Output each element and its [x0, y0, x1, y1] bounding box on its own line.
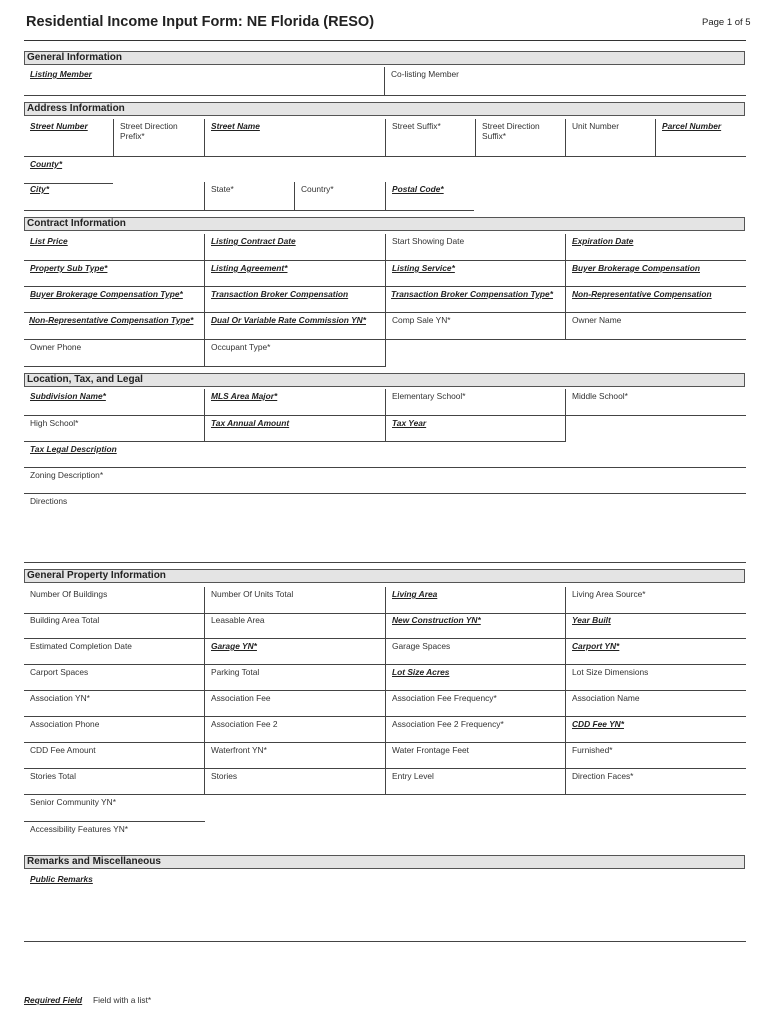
garage-yn-field[interactable]: Garage YN* [205, 639, 386, 665]
start-showing-date-field[interactable]: Start Showing Date [386, 234, 566, 261]
water-frontage-feet-field[interactable]: Water Frontage Feet [386, 743, 566, 769]
listing-service-field[interactable]: Listing Service* [386, 261, 566, 287]
middle-school-field[interactable]: Middle School* [566, 389, 746, 416]
street-name-field[interactable]: Street Name [205, 119, 386, 157]
section-general-property-information: General Property Information [24, 569, 745, 583]
waterfront-yn-field[interactable]: Waterfront YN* [205, 743, 386, 769]
buyer-brokerage-compensation-type-field[interactable]: Buyer Brokerage Compensation Type* [24, 287, 205, 313]
zoning-description-field[interactable]: Zoning Description* [24, 468, 746, 494]
directions-field[interactable]: Directions [24, 494, 746, 563]
owner-name-field[interactable]: Owner Name [566, 313, 746, 340]
elementary-school-field[interactable]: Elementary School* [386, 389, 566, 416]
public-remarks-field[interactable]: Public Remarks [24, 872, 746, 942]
co-listing-member-field[interactable]: Co-listing Member [385, 67, 746, 96]
unit-number-field[interactable]: Unit Number [566, 119, 656, 157]
listing-agreement-field[interactable]: Listing Agreement* [205, 261, 386, 287]
section-remarks-miscellaneous: Remarks and Miscellaneous [24, 855, 745, 869]
owner-phone-field[interactable]: Owner Phone [24, 340, 205, 367]
new-construction-yn-field[interactable]: New Construction YN* [386, 613, 566, 639]
estimated-completion-date-field[interactable]: Estimated Completion Date [24, 639, 205, 665]
dual-variable-rate-commission-field[interactable]: Dual Or Variable Rate Commission YN* [205, 313, 386, 340]
mls-area-major-field[interactable]: MLS Area Major* [205, 389, 386, 416]
senior-community-yn-field[interactable]: Senior Community YN* [24, 795, 205, 822]
legend-required-field: Required Field [24, 995, 83, 1005]
stories-total-field[interactable]: Stories Total [24, 769, 205, 795]
country-field[interactable]: Country* [295, 182, 386, 211]
carport-yn-field[interactable]: Carport YN* [566, 639, 746, 665]
street-number-field[interactable]: Street Number [24, 119, 114, 157]
direction-faces-field[interactable]: Direction Faces* [566, 769, 746, 795]
listing-contract-date-field[interactable]: Listing Contract Date [205, 234, 386, 261]
list-price-field[interactable]: List Price [24, 234, 205, 261]
section-general-information: General Information [24, 51, 745, 65]
carport-spaces-field[interactable]: Carport Spaces [24, 665, 205, 691]
street-direction-prefix-field[interactable]: Street Direction Prefix* [114, 119, 205, 157]
property-sub-type-field[interactable]: Property Sub Type* [24, 261, 205, 287]
header-divider [24, 40, 746, 41]
tax-year-field[interactable]: Tax Year [386, 416, 566, 442]
high-school-field[interactable]: High School* [24, 416, 205, 442]
section-contract-information: Contract Information [24, 217, 745, 231]
transaction-broker-compensation-field[interactable]: Transaction Broker Compensation [205, 287, 386, 313]
association-name-field[interactable]: Association Name [566, 691, 746, 717]
county-field[interactable]: County* [24, 157, 113, 184]
leasable-area-field[interactable]: Leasable Area [205, 613, 386, 639]
section-address-information: Address Information [24, 102, 745, 116]
comp-sale-yn-field[interactable]: Comp Sale YN* [386, 313, 566, 340]
street-suffix-field[interactable]: Street Suffix* [386, 119, 476, 157]
living-area-source-field[interactable]: Living Area Source* [566, 587, 746, 614]
non-representative-compensation-type-field[interactable]: Non-Representative Compensation Type* [24, 313, 205, 340]
lot-size-dimensions-field[interactable]: Lot Size Dimensions [566, 665, 746, 691]
accessibility-features-yn-field[interactable]: Accessibility Features YN* [30, 824, 129, 834]
subdivision-name-field[interactable]: Subdivision Name* [24, 389, 205, 416]
year-built-field[interactable]: Year Built [566, 613, 746, 639]
association-phone-field[interactable]: Association Phone [24, 717, 205, 743]
number-of-units-total-field[interactable]: Number Of Units Total [205, 587, 386, 614]
garage-spaces-field[interactable]: Garage Spaces [386, 639, 566, 665]
entry-level-field[interactable]: Entry Level [386, 769, 566, 795]
tax-legal-description-field[interactable]: Tax Legal Description [24, 442, 746, 468]
association-fee-2-frequency-field[interactable]: Association Fee 2 Frequency* [386, 717, 566, 743]
parking-total-field[interactable]: Parking Total [205, 665, 386, 691]
transaction-broker-compensation-type-field[interactable]: Transaction Broker Compensation Type* [386, 287, 566, 313]
stories-field[interactable]: Stories [205, 769, 386, 795]
association-fee-frequency-field[interactable]: Association Fee Frequency* [386, 691, 566, 717]
number-of-buildings-field[interactable]: Number Of Buildings [24, 587, 205, 614]
form-title: Residential Income Input Form: NE Florida (RESO) [26, 14, 375, 30]
section-location-tax-legal: Location, Tax, and Legal [24, 373, 745, 387]
occupant-type-field[interactable]: Occupant Type* [205, 340, 386, 367]
buyer-brokerage-compensation-field[interactable]: Buyer Brokerage Compensation [566, 261, 746, 287]
building-area-total-field[interactable]: Building Area Total [24, 613, 205, 639]
association-yn-field[interactable]: Association YN* [24, 691, 205, 717]
expiration-date-field[interactable]: Expiration Date [566, 234, 746, 261]
association-fee-field[interactable]: Association Fee [205, 691, 386, 717]
association-fee-2-field[interactable]: Association Fee 2 [205, 717, 386, 743]
living-area-field[interactable]: Living Area [386, 587, 566, 614]
legend-field-with-list: Field with a list* [93, 995, 152, 1005]
page-number: Page 1 of 5 [702, 17, 751, 28]
cdd-fee-yn-field[interactable]: CDD Fee YN* [566, 717, 746, 743]
postal-code-field[interactable]: Postal Code* [386, 182, 474, 211]
state-field[interactable]: State* [205, 182, 295, 211]
city-field[interactable]: City* [24, 182, 205, 211]
tax-annual-amount-field[interactable]: Tax Annual Amount [205, 416, 386, 442]
non-representative-compensation-field[interactable]: Non-Representative Compensation [566, 287, 746, 313]
listing-member-field[interactable]: Listing Member [24, 67, 385, 96]
furnished-field[interactable]: Furnished* [566, 743, 746, 769]
cdd-fee-amount-field[interactable]: CDD Fee Amount [24, 743, 205, 769]
lot-size-acres-field[interactable]: Lot Size Acres [386, 665, 566, 691]
street-direction-suffix-field[interactable]: Street Direction Suffix* [476, 119, 566, 157]
parcel-number-field[interactable]: Parcel Number [656, 119, 746, 157]
